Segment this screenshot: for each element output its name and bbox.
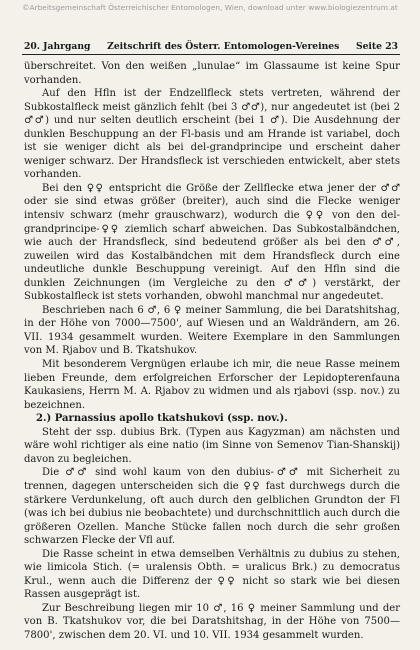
article-body: [24, 60, 400, 643]
volume-label: 20. Jahrgang: [24, 41, 91, 52]
paragraph: Bei den ♀♀ entspricht die Größe der Zellflecke etwa jener der ♂♂ oder sie sind etwas größer (breiter), auch sind die Flecke weniger intensiv schwarz (mehr grauschwarz), wodurch die ♀♀ von den del-grandprincipe-♀♀ ziemlich scharf abweichen. Das Subkostalbändchen, wie auch der Hrandsfleck, sind bedeutend größer als bei den ♂♂, zuweilen wird das Kostalbändchen mit dem Hrandsfleck durch eine undeutliche dunkle Beschuppung vereinigt. Auf den Hfln sind die dunklen Zeichnungen (im Vergleiche zu den ♂♂) verstärkt, der Subkostalfleck ist stets vorhanden, obwohl manchmal nur angedeutet.: [24, 182, 400, 303]
paragraph: Die Rasse scheint in etwa demselben Verhältnis zu dubius zu stehen, wie limicola Stich. (= uralensis Obth. = uralicus Brk.) zu democratus Krul., wenn auch die Differenz der ♀♀ nicht so stark wie bei diesen Rassen ausgeprägt ist.: [24, 548, 400, 601]
copyright-watermark: ©Arbeitsgemeinschaft Österreichischer Entomologen, Wien, download unter www.biologiezentrum.at: [22, 3, 398, 12]
page-header: [24, 41, 398, 52]
section-heading-text: 2.) Parnassius apollo tkatshukovi (ssp. nov.).: [36, 413, 288, 425]
header-rule: [22, 54, 400, 55]
paragraph: Auf den Hfln ist der Endzellfleck stets vertreten, während der Subkostalfleck meist gänzlich fehlt (bei 3 ♂♂), nur angedeutet ist (bei 2 ♂♂) und nur selten deutlich erscheint (bei 1 ♂). Die Ausdehnung der dunklen Beschuppung an der Fl-basis und am Hrande ist variabel, doch ist sie weniger dicht als bei del-grandprincipe und erscheint daher weniger schwarz. Der Hrandsfleck ist verschieden entwickelt, aber stets vorhanden.: [24, 88, 400, 181]
paragraph: Die ♂♂ sind wohl kaum von den dubius-♂♂ mit Sicherheit zu trennen, dagegen unterscheiden sich die ♀♀ fast durchwegs durch die stärkere Verdunkelung, oft auch durch den gelblichen Grundton der Fl (was ich bei dubius nie beobachtete) und durchschnittlich auch durch die größeren Ozellen. Manche Stücke fallen noch durch die sehr großen schwarzen Flecke der Vfl auf.: [24, 467, 400, 547]
paragraph: Mit besonderem Vergnügen erlaube ich mir, die neue Rasse meinem lieben Freunde, dem erfolgreichen Erforscher der Lepidopterenfauna Kaukasiens, Herrn M. A. Rjabov zu widmen und als rjabovi (ssp. nov.) zu bezeichnen.: [24, 359, 400, 411]
section-heading: [24, 412, 400, 426]
paragraph: Zur Beschreibung liegen mir 10 ♂, 16 ♀ meiner Sammlung und der von B. Tkatshukov vor, die bei Daratshitshag, in der Höhe von 7500—7800', zwischen dem 20. VI. und 10. VII. 1934 gesammelt wurden.: [24, 602, 400, 641]
paragraph: Beschrieben nach 6 ♂, 6 ♀ meiner Sammlung, die bei Daratshitshag, in der Höhe von 7000—7500', auf Wiesen und an Waldrändern, am 26. VII. 1934 gesammelt wurden. Weitere Exemplare in den Sammlungen von M. Rjabov und B. Tkatshukov.: [24, 304, 400, 357]
page-number: Seite 23: [355, 41, 398, 52]
journal-title: Zeitschrift des Österr. Entomologen-Vereines: [107, 41, 340, 52]
paragraph: überschreitet. Von den weißen „lunulae“ im Glassaume ist keine Spur vorhanden.: [24, 61, 400, 86]
paragraph: Steht der ssp. dubius Brk. (Typen aus Kagyzman) am nächsten und wäre wohl richtiger als eine natio (im Sinne von Semenov Tian-Shanskij) davon zu begleichen.: [24, 426, 400, 465]
